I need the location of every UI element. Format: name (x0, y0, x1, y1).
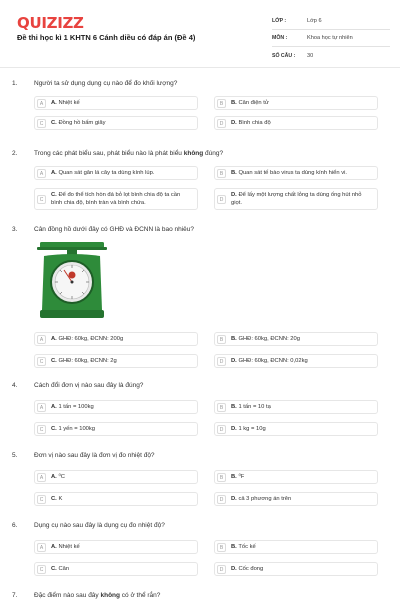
option-key: C. (51, 426, 57, 432)
question-text (34, 592, 160, 599)
question-text (34, 382, 143, 389)
meta-value: Lớp 6 (307, 18, 322, 24)
option-key: B. (231, 404, 237, 410)
option-value: ⁰F (238, 474, 245, 480)
option-value: 1 tấn = 100kg (58, 404, 94, 410)
option-text (51, 192, 193, 207)
question-text (34, 150, 223, 157)
option-value: Tốc kế (238, 544, 256, 550)
option-value: GHĐ: 60kg, ĐCNN: 200g (58, 336, 124, 342)
question-text-part: đúng? (203, 150, 224, 157)
answer-option-a[interactable] (34, 96, 198, 110)
option-key: B. (231, 170, 237, 176)
option-text (231, 120, 373, 128)
option-letter-badge: B (217, 169, 226, 178)
option-key: C. (51, 496, 57, 502)
answer-option-d[interactable] (214, 422, 378, 436)
option-key: B. (231, 544, 237, 550)
answer-option-b[interactable] (214, 332, 378, 346)
answer-option-a[interactable] (34, 332, 198, 346)
question-text-part: Người ta sử dụng dụng cụ nào để đo khối lượng? (34, 80, 178, 87)
option-value: cả 3 phương án trên (238, 496, 292, 502)
question-text (34, 226, 194, 233)
option-value: Để lấy một lượng chất lỏng ta dùng ống hút nhỏ giọt. (231, 192, 362, 206)
answer-option-b[interactable] (214, 400, 378, 414)
option-text (231, 426, 373, 434)
option-letter-badge: C (37, 357, 46, 366)
meta-label: LỚP : (272, 18, 287, 24)
question-text (34, 80, 177, 87)
answer-option-a[interactable] (34, 166, 198, 180)
meta-value: 30 (307, 52, 314, 59)
option-value: GHĐ: 60kg, ĐCNN: 2g (58, 358, 117, 364)
answer-option-c[interactable] (34, 188, 198, 210)
question-number: 2. (12, 150, 18, 157)
option-letter-badge: C (37, 495, 46, 504)
option-text (231, 192, 373, 207)
option-value: K (58, 496, 63, 502)
option-letter-badge: A (37, 473, 46, 482)
option-key: A. (51, 474, 57, 480)
question-number: 3. (12, 226, 18, 233)
question-text-part: Trong các phát biểu sau, phát biểu nào là phát biểu (34, 150, 184, 157)
question-text (34, 452, 155, 459)
meta-label: MÔN : (272, 35, 288, 41)
question-text-emphasis: không (100, 592, 120, 599)
option-letter-badge: B (217, 99, 226, 108)
option-value: Nhiệt kế (58, 544, 80, 550)
question-text-emphasis: không (183, 150, 204, 157)
option-key: D. (231, 192, 237, 198)
option-text (51, 426, 193, 434)
option-value: Cân điện tử (238, 100, 269, 106)
meta-row-count (272, 47, 390, 64)
option-text (231, 100, 373, 108)
question-number: 6. (12, 522, 18, 529)
option-text (231, 544, 373, 552)
option-key: C. (51, 120, 57, 126)
answer-option-c[interactable] (34, 116, 198, 130)
answer-option-c[interactable] (34, 422, 198, 436)
option-value: Quan sát gân lá cây ta dùng kính lúp. (58, 170, 155, 176)
question-text-part: Đặc điểm nào sau đây (34, 592, 101, 599)
option-text (51, 566, 193, 574)
option-letter-badge: C (37, 119, 46, 128)
answer-option-c[interactable] (34, 562, 198, 576)
option-key: A. (51, 404, 57, 410)
question-text-part: có ở thể rắn? (119, 592, 161, 599)
answer-option-d[interactable] (214, 188, 378, 210)
dial-scale-image (34, 240, 110, 322)
question-number: 4. (12, 382, 18, 389)
worksheet-title: Đề thi học kì 1 KHTN 6 Cánh diều có đáp án (Đề 4) (17, 33, 196, 42)
option-key: A. (51, 100, 57, 106)
answer-option-a[interactable] (34, 470, 198, 484)
option-key: A. (51, 336, 57, 342)
option-letter-badge: C (37, 425, 46, 434)
question-number: 5. (12, 452, 18, 459)
option-text (51, 544, 193, 552)
option-text (51, 496, 193, 504)
option-key: C. (51, 566, 57, 572)
worksheet-meta (272, 13, 390, 64)
option-text (51, 336, 193, 344)
answer-option-d[interactable] (214, 562, 378, 576)
option-letter-badge: D (217, 357, 226, 366)
option-letter-badge: B (217, 335, 226, 344)
option-key: B. (231, 100, 237, 106)
answer-option-b[interactable] (214, 540, 378, 554)
option-key: D. (231, 566, 237, 572)
option-value: Để đo thể tích hòn đá bỏ lọt bình chia độ ta cần bình chia độ, bình tràn và bình chứa. (51, 192, 181, 206)
option-text (51, 474, 193, 482)
answer-option-b[interactable] (214, 470, 378, 484)
answer-option-c[interactable] (34, 354, 198, 368)
option-letter-badge: C (37, 565, 46, 574)
option-letter-badge: C (37, 195, 46, 204)
option-value: GHĐ: 60kg, ĐCNN: 20g (238, 336, 300, 342)
option-letter-badge: A (37, 99, 46, 108)
question-number: 1. (12, 80, 18, 87)
answer-option-a[interactable] (34, 400, 198, 414)
answer-option-b[interactable] (214, 96, 378, 110)
meta-row-class (272, 13, 390, 30)
option-text (51, 170, 193, 178)
option-letter-badge: B (217, 403, 226, 412)
option-value: Cốc đong (238, 566, 264, 572)
option-text (231, 336, 373, 344)
answer-option-b[interactable] (214, 166, 378, 180)
option-letter-badge: A (37, 169, 46, 178)
question-text-part: Dụng cụ nào sau đây là dụng cụ đo nhiệt độ? (34, 522, 165, 529)
option-text (231, 496, 373, 504)
question-text (34, 522, 165, 529)
option-text (51, 404, 193, 412)
option-text (231, 170, 373, 178)
option-value: Nhiệt kế (58, 100, 80, 106)
option-text (231, 474, 373, 482)
option-text (231, 358, 373, 366)
option-value: 1 yến = 100kg (58, 426, 96, 432)
question-text-part: Cân đồng hồ dưới đây có GHĐ và ĐCNN là bao nhiêu? (34, 226, 195, 233)
answer-option-d[interactable] (214, 354, 378, 368)
option-letter-badge: B (217, 473, 226, 482)
question-text-part: Cách đổi đơn vị nào sau đây là đúng? (34, 382, 144, 389)
answer-option-a[interactable] (34, 540, 198, 554)
option-value: Bình chia độ (238, 120, 271, 126)
option-letter-badge: A (37, 543, 46, 552)
option-value: ⁰C (58, 474, 65, 480)
option-key: D. (231, 358, 237, 364)
option-key: D. (231, 496, 237, 502)
option-text (231, 566, 373, 574)
option-letter-badge: D (217, 195, 226, 204)
option-key: A. (51, 544, 57, 550)
header-divider (0, 67, 400, 68)
question-text-part: Đơn vị nào sau đây là đơn vị đo nhiệt độ? (34, 452, 155, 459)
option-value: Đồng hồ bấm giây (58, 120, 106, 126)
option-key: C. (51, 192, 57, 198)
option-letter-badge: D (217, 425, 226, 434)
quizizz-logo: QUIZIZZ (17, 14, 84, 32)
option-letter-badge: D (217, 495, 226, 504)
meta-row-subject (272, 30, 390, 47)
option-value: Cân (58, 566, 70, 572)
option-key: D. (231, 426, 237, 432)
worksheet-header (0, 0, 400, 62)
option-key: D. (231, 120, 237, 126)
option-key: C. (51, 358, 57, 364)
option-letter-badge: A (37, 335, 46, 344)
answer-option-d[interactable] (214, 116, 378, 130)
option-text (51, 120, 193, 128)
option-key: B. (231, 336, 237, 342)
option-text (231, 404, 373, 412)
option-text (51, 100, 193, 108)
option-value: Quan sát tế bào virus ta dùng kính hiển vi. (238, 170, 348, 176)
option-letter-badge: B (217, 543, 226, 552)
option-key: B. (231, 474, 237, 480)
meta-value: Khoa học tự nhiên (307, 35, 353, 41)
option-value: GHĐ: 60kg, ĐCNN: 0,02kg (238, 358, 308, 364)
option-letter-badge: A (37, 403, 46, 412)
meta-label: SỐ CÂU : (272, 52, 296, 59)
option-text (51, 358, 193, 366)
option-value: 1 kg = 10g (238, 426, 266, 432)
answer-option-d[interactable] (214, 492, 378, 506)
option-letter-badge: D (217, 119, 226, 128)
question-number: 7. (12, 592, 18, 599)
option-key: A. (51, 170, 57, 176)
option-letter-badge: D (217, 565, 226, 574)
answer-option-c[interactable] (34, 492, 198, 506)
option-value: 1 tấn = 10 tạ (238, 404, 271, 410)
